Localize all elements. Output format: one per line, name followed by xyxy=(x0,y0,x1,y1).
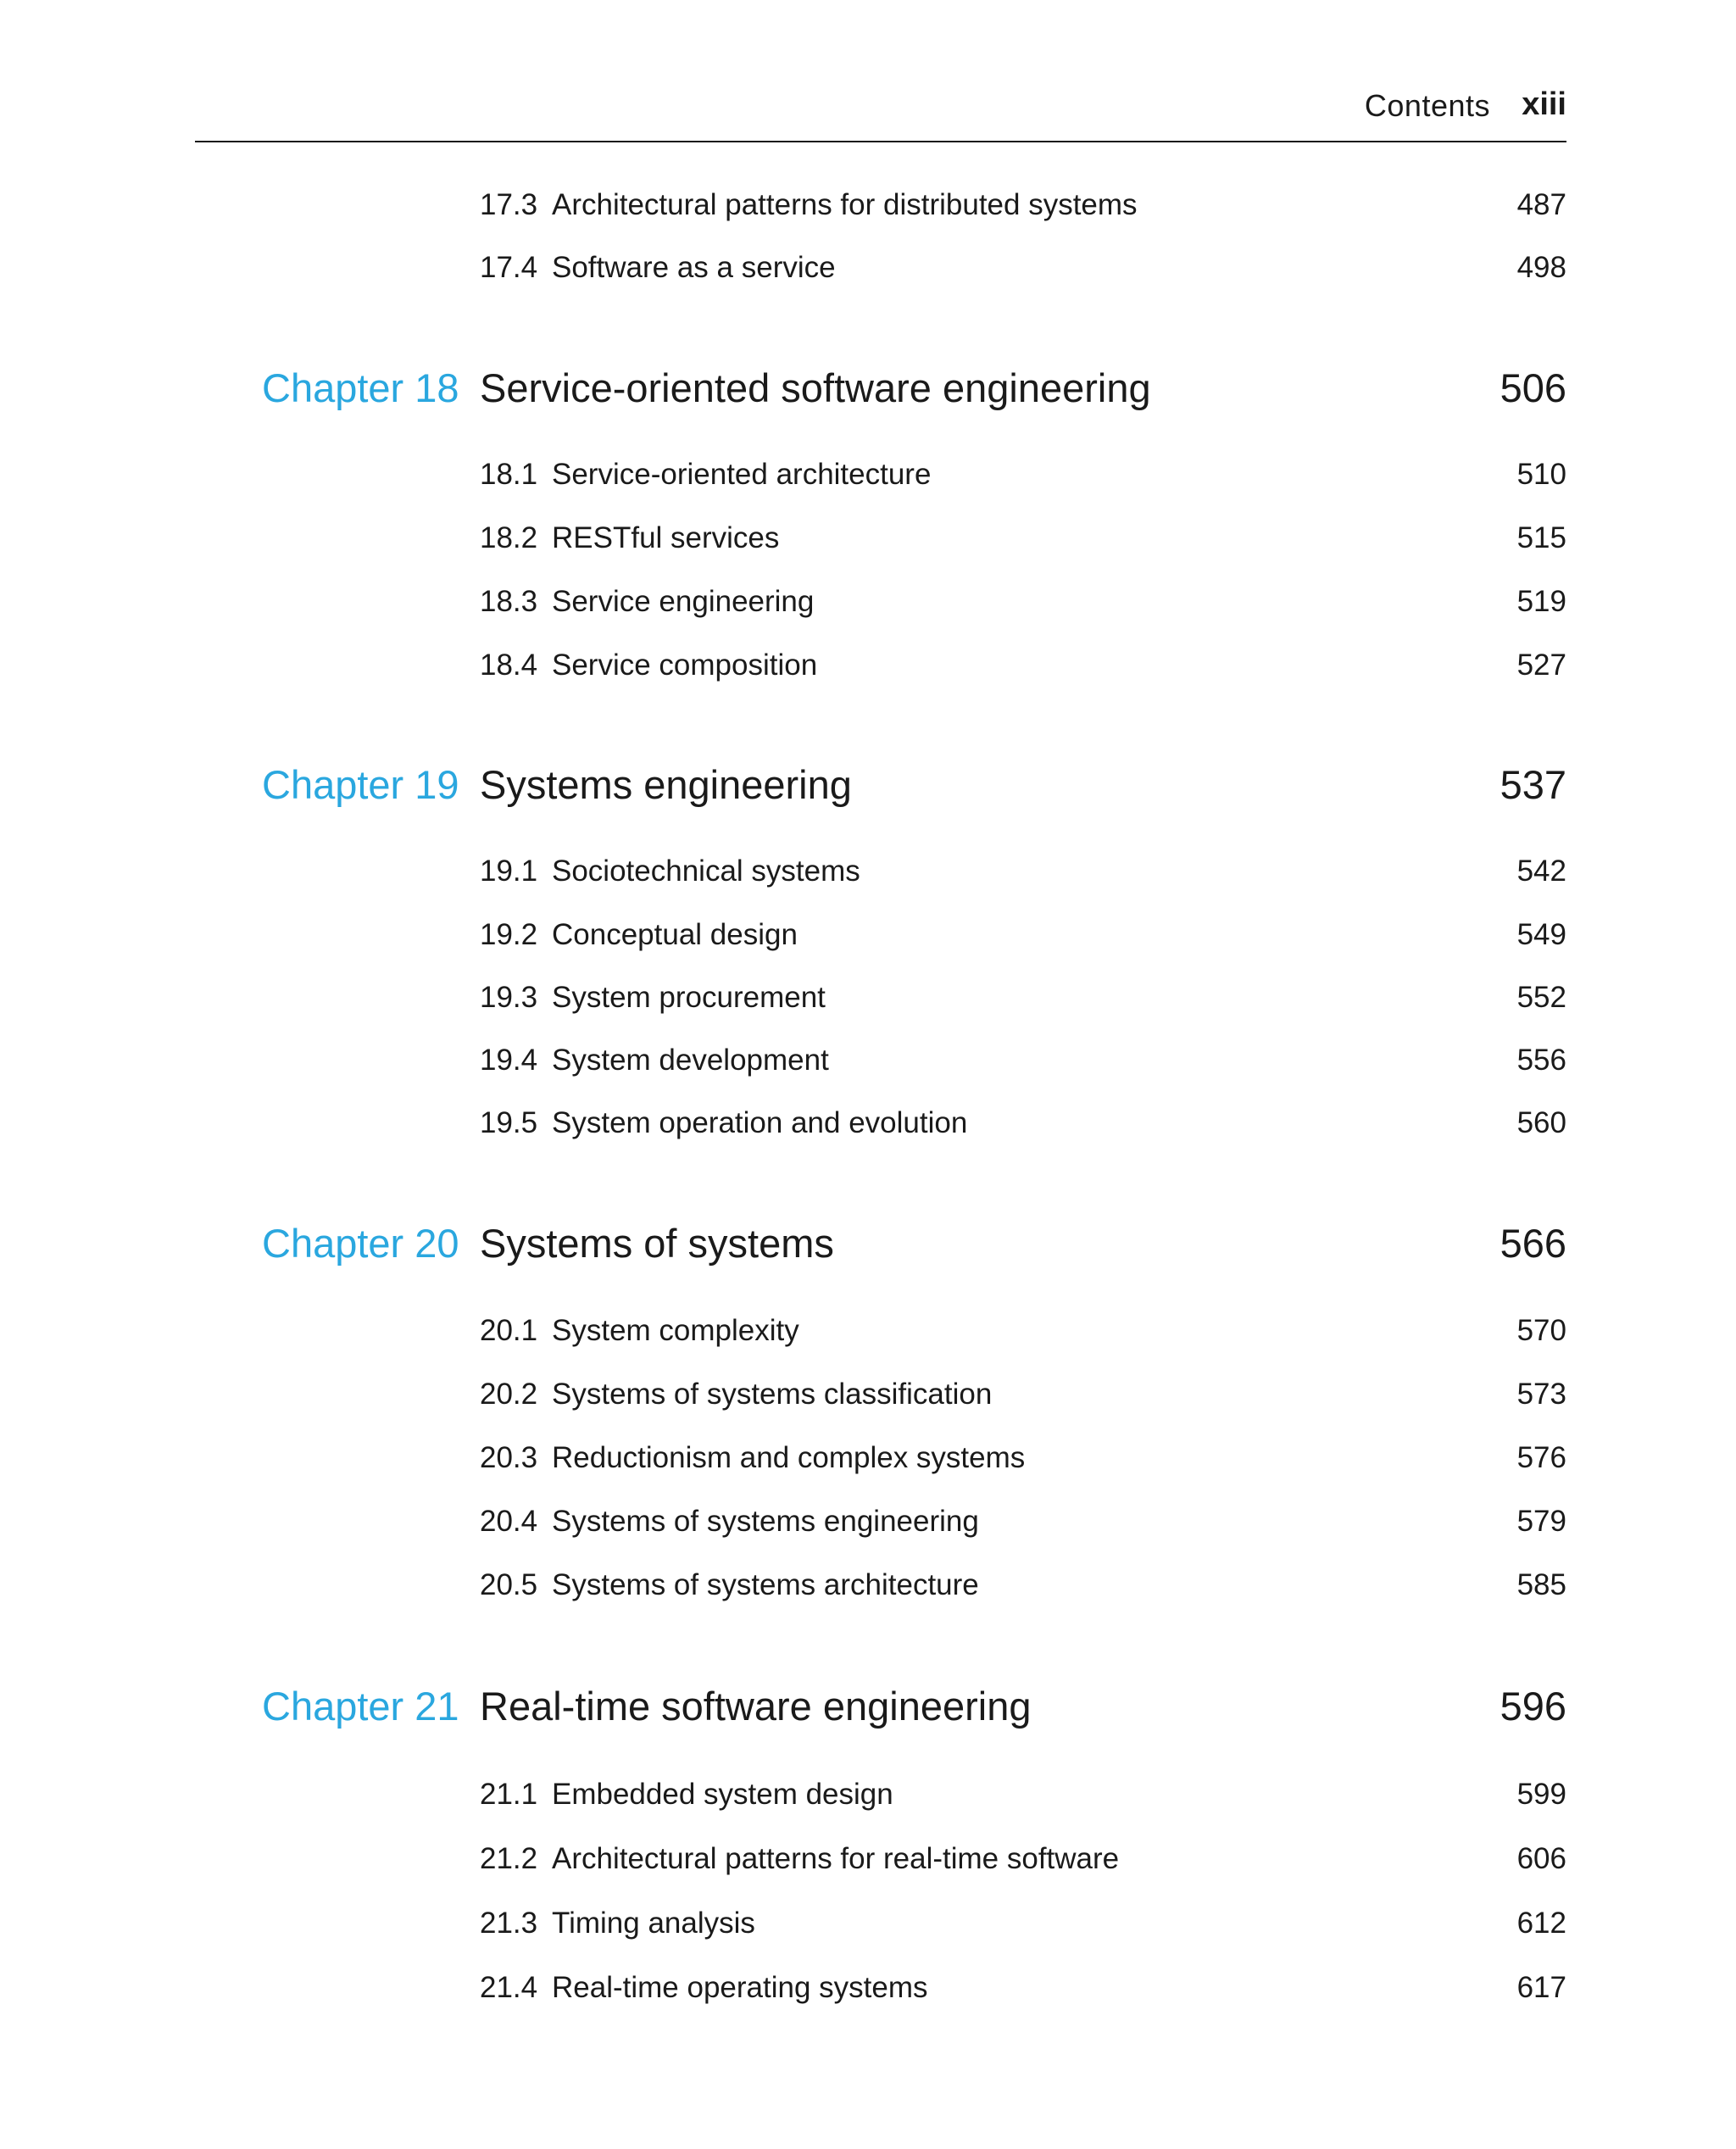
section-number: 18.4 xyxy=(480,649,538,682)
section-number: 19.3 xyxy=(480,981,538,1014)
chapter-label: Chapter 19 xyxy=(262,762,459,807)
section-page: 552 xyxy=(1516,981,1566,1014)
section-title: Service-oriented architecture xyxy=(552,458,932,491)
section-page: 556 xyxy=(1516,1044,1566,1077)
section-page: 487 xyxy=(1516,188,1566,221)
chapter-page: 537 xyxy=(1500,762,1566,807)
chapter-title: Systems engineering xyxy=(480,762,852,807)
chapter-title: Service-oriented software engineering xyxy=(480,365,1151,410)
section-title: Systems of systems classification xyxy=(552,1378,993,1411)
section-title: System development xyxy=(552,1044,829,1077)
section-title: System procurement xyxy=(552,981,826,1014)
section-page: 606 xyxy=(1516,1842,1566,1875)
section-number: 20.4 xyxy=(480,1505,538,1538)
section-number: 19.2 xyxy=(480,918,538,951)
section-number: 20.1 xyxy=(480,1314,538,1347)
section-page: 515 xyxy=(1516,521,1566,554)
section-number: 21.1 xyxy=(480,1778,538,1811)
section-title: Timing analysis xyxy=(552,1907,755,1940)
section-page: 560 xyxy=(1516,1106,1566,1139)
section-title: Conceptual design xyxy=(552,918,798,951)
chapter-label: Chapter 21 xyxy=(262,1684,459,1729)
page-header xyxy=(195,83,1566,142)
section-number: 17.4 xyxy=(480,251,538,284)
section-title: Architectural patterns for real-time software xyxy=(552,1842,1120,1875)
section-page: 498 xyxy=(1516,251,1566,284)
section-number: 18.3 xyxy=(480,585,538,618)
section-number: 20.2 xyxy=(480,1378,538,1411)
section-title: System operation and evolution xyxy=(552,1106,968,1139)
section-page: 549 xyxy=(1516,918,1566,951)
chapter-page: 566 xyxy=(1500,1221,1566,1266)
chapter-title: Real-time software engineering xyxy=(480,1684,1032,1729)
section-title: Architectural patterns for distributed systems xyxy=(552,188,1138,221)
section-page: 573 xyxy=(1516,1378,1566,1411)
section-number: 18.2 xyxy=(480,521,538,554)
section-title: Software as a service xyxy=(552,251,836,284)
section-page: 542 xyxy=(1516,855,1566,888)
section-number: 19.1 xyxy=(480,855,538,888)
section-number: 17.3 xyxy=(480,188,538,221)
section-title: Reductionism and complex systems xyxy=(552,1441,1026,1474)
section-number: 18.1 xyxy=(480,458,538,491)
section-number: 21.4 xyxy=(480,1971,538,2004)
chapter-label: Chapter 20 xyxy=(262,1221,459,1266)
section-page: 599 xyxy=(1516,1778,1566,1811)
section-page: 617 xyxy=(1516,1971,1566,2004)
section-page: 612 xyxy=(1516,1907,1566,1940)
section-number: 21.3 xyxy=(480,1907,538,1940)
section-page: 527 xyxy=(1516,649,1566,682)
section-page: 579 xyxy=(1516,1505,1566,1538)
section-title: Embedded system design xyxy=(552,1778,893,1811)
section-page: 519 xyxy=(1516,585,1566,618)
running-header-title: Contents xyxy=(1364,88,1490,123)
section-page: 576 xyxy=(1516,1441,1566,1474)
page-number: xiii xyxy=(1522,86,1566,122)
section-title: Real-time operating systems xyxy=(552,1971,928,2004)
section-title: Sociotechnical systems xyxy=(552,855,860,888)
chapter-page: 506 xyxy=(1500,365,1566,410)
section-title: Service engineering xyxy=(552,585,815,618)
section-page: 585 xyxy=(1516,1568,1566,1601)
section-number: 20.3 xyxy=(480,1441,538,1474)
section-title: RESTful services xyxy=(552,521,780,554)
section-number: 21.2 xyxy=(480,1842,538,1875)
chapter-label: Chapter 18 xyxy=(262,365,459,410)
section-page: 510 xyxy=(1516,458,1566,491)
section-title: Systems of systems architecture xyxy=(552,1568,979,1601)
section-number: 20.5 xyxy=(480,1568,538,1601)
section-number: 19.5 xyxy=(480,1106,538,1139)
chapter-page: 596 xyxy=(1500,1684,1566,1729)
section-number: 19.4 xyxy=(480,1044,538,1077)
section-title: Service composition xyxy=(552,649,818,682)
chapter-title: Systems of systems xyxy=(480,1221,834,1266)
section-title: System complexity xyxy=(552,1314,799,1347)
section-page: 570 xyxy=(1516,1314,1566,1347)
section-title: Systems of systems engineering xyxy=(552,1505,979,1538)
